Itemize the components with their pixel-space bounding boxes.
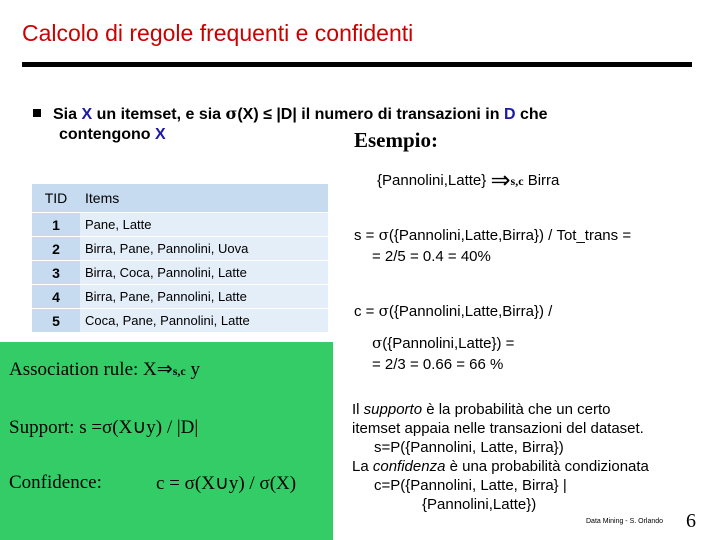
definition-term: confidenza <box>372 458 446 475</box>
support-calc-line-2: = 2/5 = 0.4 = 40% <box>372 248 491 265</box>
intro-text: che <box>515 106 548 123</box>
definition-formula: {Pannolini,Latte}) <box>422 496 537 513</box>
intro-text: (X) ≤ |D| il numero di transazioni in <box>237 106 504 123</box>
table-row <box>32 261 328 285</box>
table-row <box>32 213 328 237</box>
rule-rhs: Birra <box>527 172 560 189</box>
confidence-formula-label: Confidence: <box>9 472 102 493</box>
confidence-calc-line-2 <box>372 334 514 352</box>
definition-line: itemset appaia nelle transazioni del dataset. <box>352 420 644 437</box>
support-calc-text: ({Pannolini,Latte,Birra}) / Tot_trans = <box>388 227 632 244</box>
intro-line-1 <box>33 104 548 124</box>
title-divider <box>22 62 692 67</box>
rule-lhs: {Pannolini,Latte} <box>377 172 487 189</box>
items-cell: Pane, Latte <box>80 213 328 237</box>
rule-subscript: s,c <box>172 364 186 378</box>
square-bullet-icon <box>33 109 41 117</box>
slide-title: Calcolo di regole frequenti e confidenti <box>22 20 414 46</box>
footer-credit: Data Mining - S. Orlando <box>586 518 664 525</box>
confidence-calc-text: c = <box>354 303 379 320</box>
rule-subscript: s,c <box>510 174 524 188</box>
implies-arrow-icon: ⇒ <box>490 167 511 194</box>
page-number: 6 <box>686 510 696 532</box>
table-row <box>32 237 328 261</box>
example-label: Esempio: <box>354 128 438 152</box>
intro-var-x: X <box>81 106 93 123</box>
intro-text: contengono <box>59 126 155 143</box>
transactions-table <box>32 184 328 333</box>
association-rule-box <box>0 342 333 540</box>
definition-text: è la probabilità che un certo <box>422 401 611 418</box>
support-calc-line-1 <box>354 226 631 244</box>
sigma-symbol: σ <box>225 104 238 123</box>
items-cell: Birra, Pane, Pannolini, Uova <box>80 237 328 261</box>
intro-var-x: X <box>154 126 166 143</box>
items-cell: Birra, Coca, Pannolini, Latte <box>80 261 328 285</box>
intro-var-d: D <box>503 106 516 123</box>
confidence-calc-line-1 <box>354 302 552 320</box>
tid-cell: 4 <box>32 285 80 309</box>
association-rule-rhs: y <box>185 359 200 380</box>
implies-arrow-icon: ⇒ <box>156 359 173 380</box>
confidence-calc-text: ({Pannolini,Latte,Birra}) / <box>388 303 553 320</box>
sigma-symbol: σ <box>378 226 389 244</box>
definition-formula: c=P({Pannolini, Latte, Birra} | <box>374 477 567 494</box>
tid-cell: 5 <box>32 309 80 333</box>
example-rule <box>377 166 559 195</box>
items-cell: Coca, Pane, Pannolini, Latte <box>80 309 328 333</box>
sigma-symbol: σ <box>372 334 383 352</box>
definition-text: Il <box>352 401 364 418</box>
definition-line <box>352 400 712 419</box>
support-calc-text: s = <box>354 227 379 244</box>
column-header-tid: TID <box>32 184 80 213</box>
confidence-formula: c = σ(X∪y) / σ(X) <box>156 473 297 494</box>
definition-text: La <box>352 458 373 475</box>
column-header-items: Items <box>80 184 328 213</box>
definition-formula: s=P({Pannolini, Latte, Birra}) <box>374 439 564 456</box>
tid-cell: 2 <box>32 237 80 261</box>
sigma-symbol: σ <box>378 302 389 320</box>
intro-text: Sia <box>53 106 82 123</box>
intro-text: un itemset, e sia <box>92 106 226 123</box>
table-row <box>32 285 328 309</box>
tid-cell: 3 <box>32 261 80 285</box>
support-formula: Support: s =σ(X∪y) / |D| <box>9 417 199 438</box>
table-row <box>32 309 328 333</box>
confidence-calc-line-3: = 2/3 = 0.66 = 66 % <box>372 356 504 373</box>
table-header-row <box>32 184 328 213</box>
association-rule-label: Association rule: X <box>9 359 157 380</box>
tid-cell: 1 <box>32 213 80 237</box>
definition-term: supporto <box>363 401 423 418</box>
association-rule-line <box>9 358 200 381</box>
confidence-calc-text: ({Pannolini,Latte}) = <box>382 335 515 352</box>
items-cell: Birra, Pane, Pannolini, Latte <box>80 285 328 309</box>
definition-text: è una probabilità condizionata <box>445 458 649 475</box>
intro-line-2 <box>59 126 166 144</box>
definition-line <box>352 457 712 476</box>
definitions-block <box>352 400 712 514</box>
